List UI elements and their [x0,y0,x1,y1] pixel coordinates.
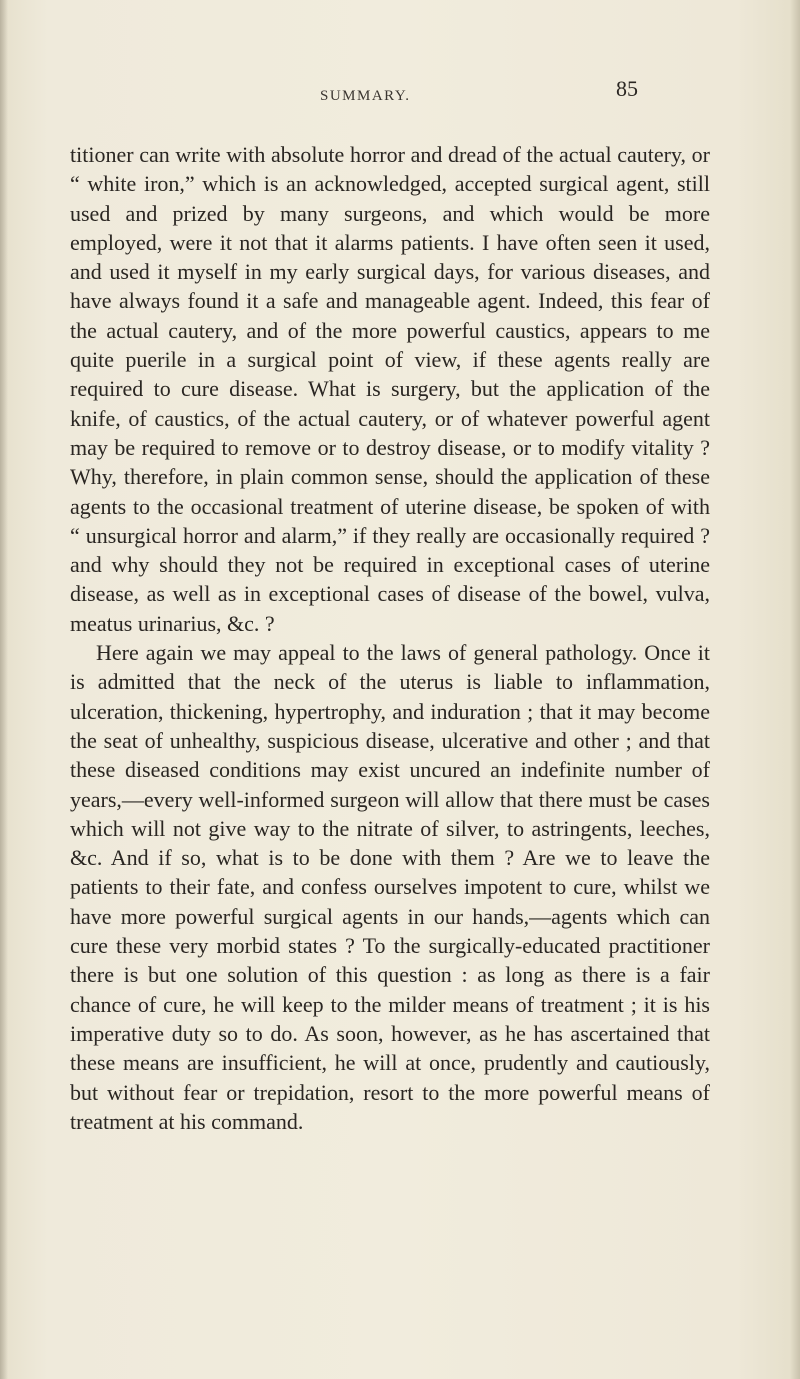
page-edge-shadow [790,0,800,1379]
page-gutter-shadow [0,0,8,1379]
page-number: 85 [616,76,638,101]
page-header [0,60,800,120]
paragraph-2: Here again we may appeal to the laws of general pathology. Once it is admitted that the neck of the uterus is liable to inflammation, ulceration, thickening, hypertrophy, and induration ; that it may become the seat of unhealthy, suspicious disease, ulcerative and other ; and that these diseased conditions may exist uncured an indefinite number of years,—every well-informed surgeon will allow that there must be cases which will not give way to the nitrate of silver, to astringents, leeches, &c. And if so, what is to be done with them ? Are we to leave the patients to their fate, and confess ourselves impotent to cure, whilst we have more powerful surgical agents in our hands,—agents which can cure these very morbid states ? To the surgically-educated practitioner there is but one solution of this question : as long as there is a fair chance of cure, he will keep to the milder means of treatment ; it is his imperative duty so to do. As soon, however, as he has ascertained that these means are insufficient, he will at once, prudently and cautiously, but without fear or trepidation, resort to the more powerful means of treatment at his command. [70,640,710,1134]
running-head: SUMMARY. [320,88,411,104]
body-text [70,140,710,1136]
paragraph-1: titioner can write with absolute horror and dread of the actual cautery, or “ white iron,” which is an acknowledged, accepted surgical agent, still used and prized by many surgeons, and which would be more employed, were it not that it alarms patients. I have often seen it used, and used it myself in my early surgical days, for various diseases, and have always found it a safe and manageable agent. Indeed, this fear of the actual cautery, and of the more powerful caustics, appears to me quite puerile in a surgical point of view, if these agents really are required to cure disease. What is surgery, but the application of the knife, of caustics, of the actual cautery, or of whatever powerful agent may be required to remove or to destroy disease, or to modify vitality ? Why, therefore, in plain common sense, should the application of these agents to the occasional treatment of uterine disease, be spoken of with “ unsurgical horror and alarm,” if they really are occasionally required ? and why should they not be required in exceptional cases of uterine disease, as well as in exceptional cases of disease of the bowel, vulva, meatus urinarius, &c. ? [70,142,710,636]
